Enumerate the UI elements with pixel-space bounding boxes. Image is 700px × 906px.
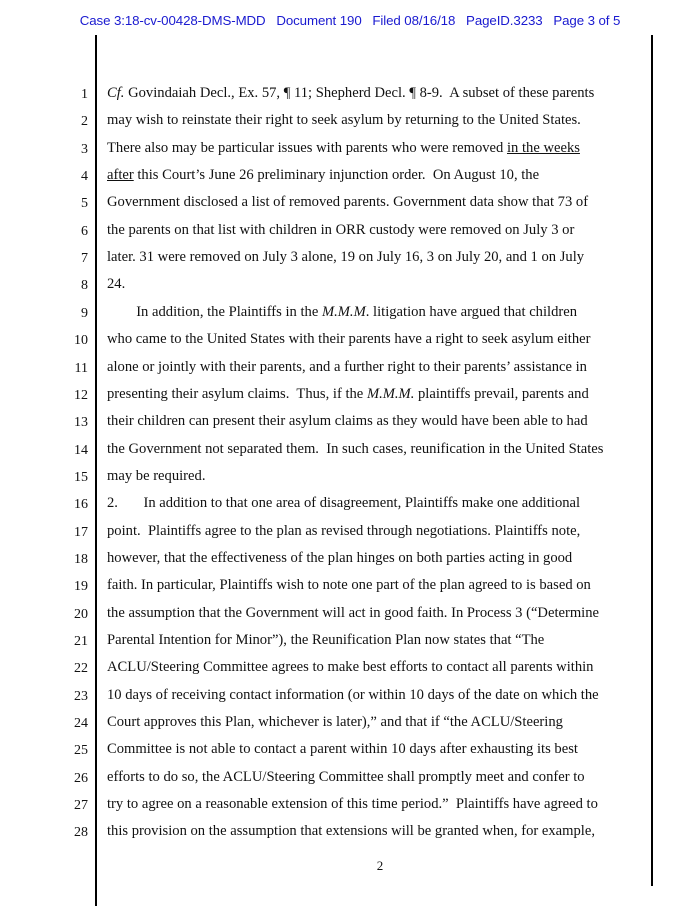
- body-line: [107, 796, 598, 813]
- text-segment: try to agree on a reasonable extension of this time period.” Plaintiffs have agreed to: [107, 796, 598, 813]
- italic-text: M.M.M.: [366, 385, 415, 402]
- italic-text: Cf.: [107, 85, 125, 101]
- line-number: 3: [81, 141, 88, 157]
- line-number: 22: [74, 661, 88, 677]
- body-line: [107, 769, 585, 786]
- line-number: 2: [81, 114, 88, 130]
- line-number: 5: [81, 196, 88, 212]
- body-line: [107, 741, 578, 758]
- line-number: 14: [74, 442, 88, 458]
- line-number: 4: [81, 169, 88, 185]
- body-line: [107, 441, 603, 458]
- body-line: [107, 249, 584, 266]
- body-line: [107, 167, 539, 184]
- text-segment: 10 days of receiving contact information (or within 10 days of the date on which the: [107, 686, 599, 703]
- text-segment: the parents on that list with children in ORR custody were removed on July 3 or: [107, 221, 575, 238]
- right-margin-rule: [651, 35, 653, 886]
- text-segment: alone or jointly with their parents, and a further right to their parents’ assistance in: [107, 358, 587, 375]
- text-segment: the assumption that the Government will act in good faith. In Process 3 (“Determine: [107, 604, 600, 621]
- case-header: Case 3:18-cv-00428-DMS-MDD Document 190 Filed 08/16/18 PageID.3233 Page 3 of 5: [79, 13, 621, 28]
- line-number: 23: [74, 688, 88, 704]
- line-number: 18: [74, 551, 88, 567]
- text-segment: plaintiffs prevail, parents and: [414, 385, 589, 402]
- body-line: [107, 386, 589, 403]
- text-segment: Government disclosed a list of removed parents. Government data show that 73 of: [107, 194, 589, 211]
- line-number: 16: [74, 497, 88, 513]
- underlined-text: in the weeks: [506, 139, 580, 156]
- body-line: [107, 659, 593, 676]
- body-line: [107, 605, 599, 622]
- body-line: [107, 687, 599, 704]
- text-segment: who came to the United States with their parents have a right to seek asylum either: [107, 331, 591, 348]
- text-segment: There also may be particular issues with parents who were removed: [107, 139, 507, 156]
- line-number: 15: [74, 469, 88, 485]
- text-segment: point. Plaintiffs agree to the plan as revised through negotiations. Plaintiffs note,: [107, 522, 581, 539]
- body-line: [107, 276, 125, 293]
- text-segment: In addition, the Plaintiffs in the: [107, 303, 322, 320]
- text-segment: their children can present their asylum claims as they would have been able to had: [107, 413, 588, 430]
- body-line: [107, 632, 544, 649]
- text-segment: . litigation have argued that children: [365, 303, 578, 320]
- text-segment: this provision on the assumption that extensions will be granted when, for example,: [107, 823, 595, 840]
- body-line: [107, 577, 591, 594]
- text-segment: the Government not separated them. In such cases, reunification in the United States: [107, 440, 604, 457]
- line-number: 24: [74, 716, 88, 732]
- body-line: [107, 359, 587, 376]
- line-number: 12: [74, 387, 88, 403]
- line-number: 21: [74, 634, 88, 649]
- line-number: 26: [74, 770, 88, 786]
- line-number: 11: [74, 360, 88, 376]
- body-line: [107, 140, 580, 157]
- body-line: [107, 495, 580, 512]
- body-line: [107, 112, 581, 129]
- text-segment: Court approves this Plan, whichever is later),” and that if “the ACLU/Steering: [107, 714, 563, 731]
- italic-text: M.M.M: [321, 303, 366, 320]
- line-number: 7: [81, 251, 88, 267]
- text-segment: efforts to do so, the ACLU/Steering Committee shall promptly meet and confer to: [107, 768, 585, 785]
- body-line: [107, 468, 205, 485]
- line-number: 6: [81, 223, 88, 239]
- text-segment: 24.: [107, 276, 126, 293]
- underlined-text: after: [107, 167, 134, 184]
- body-line: [107, 714, 563, 731]
- line-number: 17: [74, 524, 88, 540]
- text-segment: however, that the effectiveness of the plan hinges on both parties acting in good: [107, 549, 573, 566]
- left-margin-rule: [95, 35, 97, 906]
- text-segment: later. 31 were removed on July 3 alone, 19 on July 16, 3 on July 20, and 1 on July: [107, 249, 585, 266]
- body-line: [107, 823, 595, 840]
- text-segment: 2. In addition to that one area of disagreement, Plaintiffs make one additional: [107, 495, 581, 512]
- line-number: 19: [74, 579, 88, 595]
- body-line: [107, 222, 574, 239]
- body-line: [107, 85, 594, 102]
- body-line: [107, 413, 588, 430]
- body-line: [107, 304, 577, 321]
- body-line: [107, 194, 588, 211]
- text-segment: Govindaiah Decl., Ex. 57, ¶ 11; Shepherd Decl. ¶ 8-9. A subset of these parents: [124, 85, 595, 101]
- text-segment: may wish to reinstate their right to seek asylum by returning to the United States.: [107, 112, 581, 129]
- line-number: 20: [74, 606, 88, 622]
- text-segment: faith. In particular, Plaintiffs wish to note one part of the plan agreed to is based on: [107, 577, 591, 594]
- text-segment: presenting their asylum claims. Thus, if the: [107, 385, 367, 402]
- body-line: [107, 523, 580, 540]
- line-number: 9: [81, 305, 88, 321]
- text-segment: ACLU/Steering Committee agrees to make best efforts to contact all parents within: [107, 659, 594, 676]
- text-segment: may be required.: [107, 467, 206, 484]
- body-line: [107, 550, 572, 567]
- body-line: [107, 331, 590, 348]
- line-number: 28: [74, 825, 88, 841]
- page-number: 2: [376, 858, 384, 873]
- line-number: 25: [74, 743, 88, 759]
- text-segment: Committee is not able to contact a parent within 10 days after exhausting its best: [107, 741, 578, 758]
- line-number: 1: [81, 87, 88, 102]
- line-number: 13: [74, 415, 88, 431]
- line-number: 10: [74, 333, 88, 349]
- text-segment: Parental Intention for Minor”), the Reunification Plan now states that “The: [107, 632, 545, 648]
- line-number: 8: [81, 278, 88, 294]
- line-number: 27: [74, 798, 88, 814]
- text-segment: this Court’s June 26 preliminary injunction order. On August 10, the: [133, 167, 540, 184]
